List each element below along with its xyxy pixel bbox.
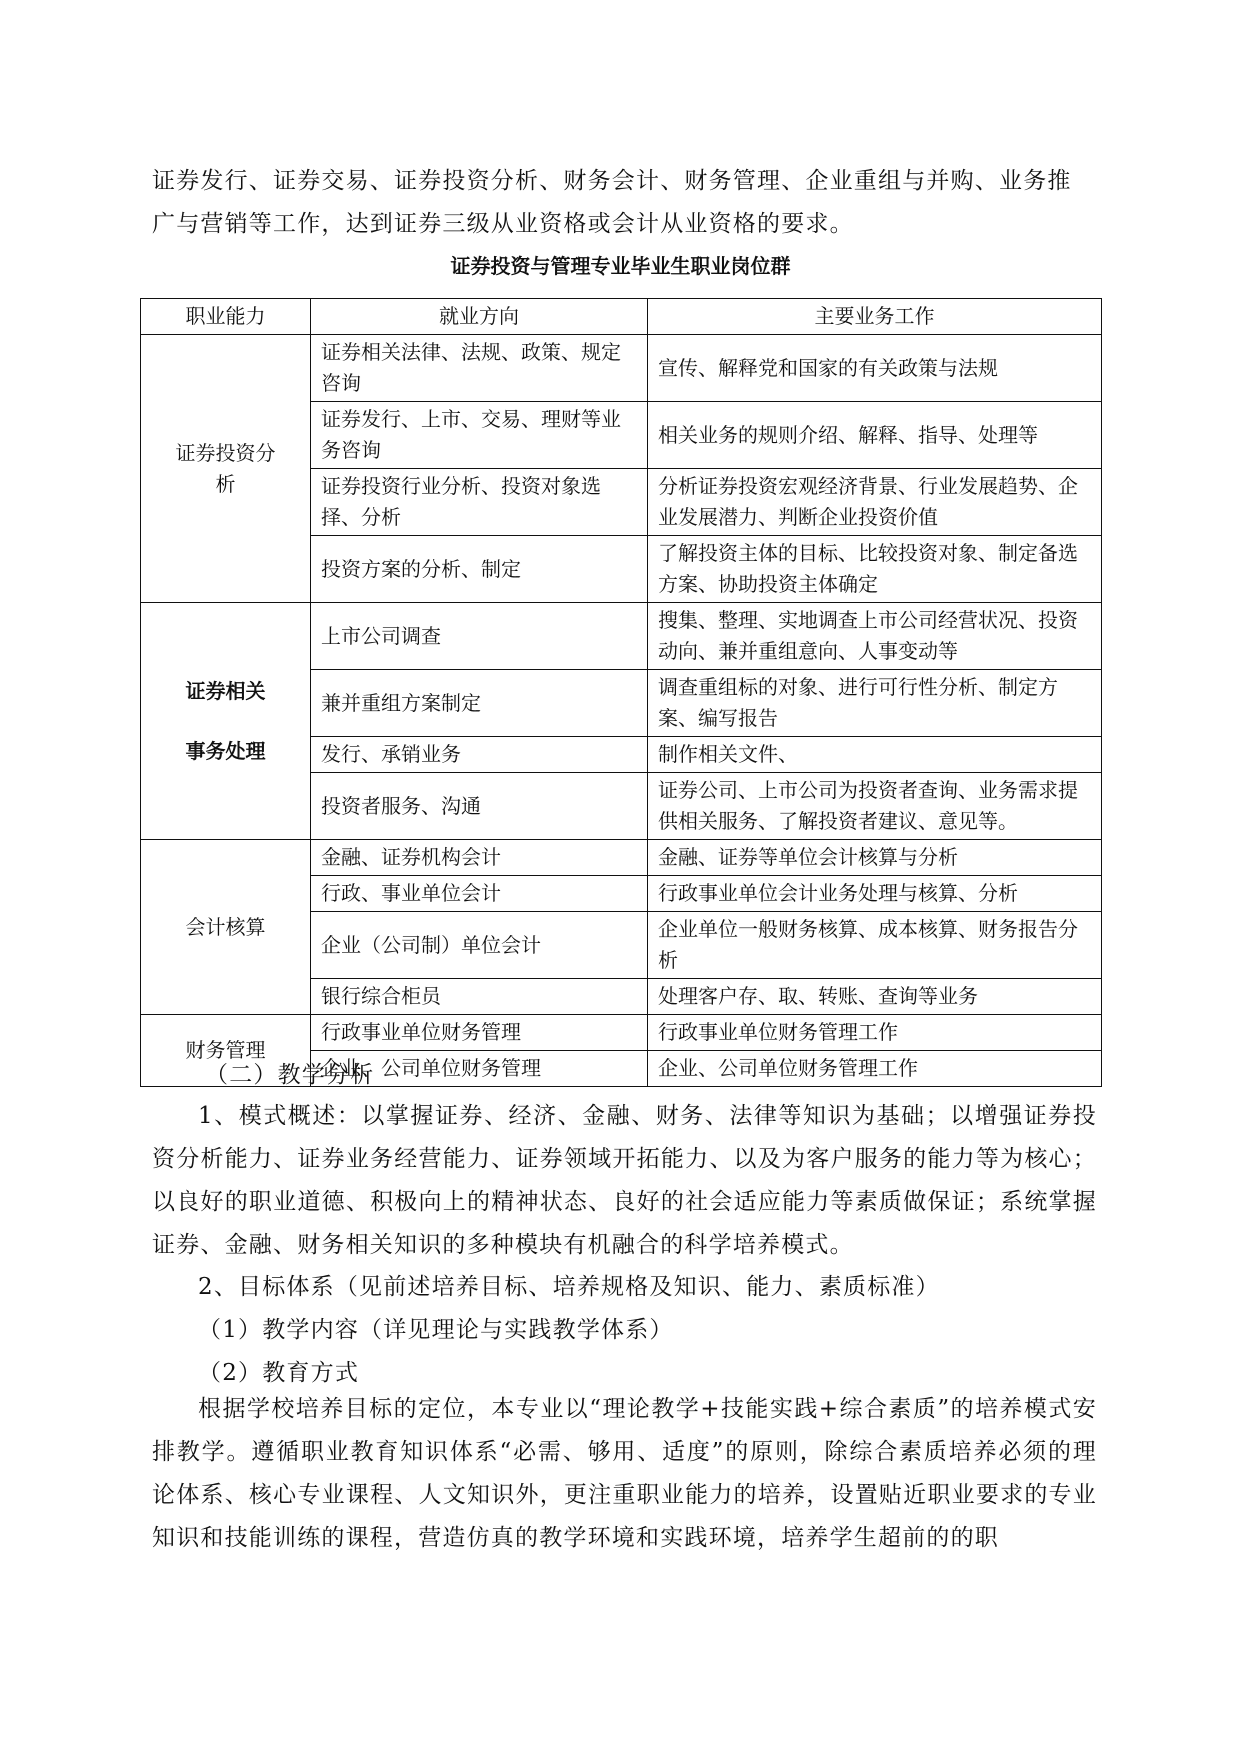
intro-line-2: 广与营销等工作，达到证券三级从业资格或会计从业资格的要求。 xyxy=(152,211,854,237)
intro-line-1: 证券发行、证券交易、证券投资分析、财务会计、财务管理、企业重组与并购、业务推 xyxy=(152,168,1072,194)
work-cell: 相关业务的规则介绍、解释、指导、处理等 xyxy=(648,402,1102,469)
work-cell: 分析证券投资宏观经济背景、行业发展趋势、企业发展潜力、判断企业投资价值 xyxy=(648,469,1102,536)
direction-cell: 证券发行、上市、交易、理财等业务咨询 xyxy=(311,402,648,469)
work-cell: 金融、证券等单位会计核算与分析 xyxy=(648,840,1102,876)
direction-cell: 企业、公司单位财务管理 xyxy=(311,1051,648,1087)
teaching-method-line: （2）教育方式 xyxy=(198,1360,360,1386)
teaching-content-line: （1）教学内容（详见理论与实践教学体系） xyxy=(198,1317,674,1343)
work-cell: 宣传、解释党和国家的有关政策与法规 xyxy=(648,335,1102,402)
category-cell xyxy=(141,603,311,840)
direction-cell: 发行、承销业务 xyxy=(311,737,648,773)
mode-paragraph: 1、模式概述：以掌握证券、经济、金融、财务、法律等知识为基础；以增强证券投资分析能力、证券业务经营能力、证券领域开拓能力、以及为客户服务的能力等为核心；以良好的职业道德、积极向上的精神状态、良好的社会适应能力等素质做保证；系统掌握证券、金融、财务相关知识的多种模块有机融合的科学培养模式。 xyxy=(152,1103,1097,1258)
direction-cell: 行政事业单位财务管理 xyxy=(311,1015,648,1051)
category-label-line-2: 事务处理 xyxy=(185,739,266,763)
work-cell: 企业、公司单位财务管理工作 xyxy=(648,1051,1102,1087)
direction-cell: 银行综合柜员 xyxy=(311,979,648,1015)
work-cell: 搜集、整理、实地调查上市公司经营状况、投资动向、兼并重组意向、人事变动等 xyxy=(648,603,1102,670)
category-label-line-1: 证券相关 xyxy=(185,679,266,703)
direction-cell: 投资者服务、沟通 xyxy=(311,773,648,840)
header-direction: 就业方向 xyxy=(311,299,648,335)
work-cell: 行政事业单位财务管理工作 xyxy=(648,1015,1102,1051)
table-row xyxy=(141,1015,1102,1051)
direction-cell: 证券相关法律、法规、政策、规定咨询 xyxy=(311,335,648,402)
section-heading: （二）教学分析 xyxy=(205,1062,375,1088)
direction-cell: 证券投资行业分析、投资对象选择、分析 xyxy=(311,469,648,536)
category-cell xyxy=(141,335,311,603)
work-cell: 证券公司、上市公司为投资者查询、业务需求提供相关服务、了解投资者建议、意见等。 xyxy=(648,773,1102,840)
work-cell: 调查重组标的对象、进行可行性分析、制定方案、编写报告 xyxy=(648,670,1102,737)
category-label: 证券投资分析 xyxy=(175,440,276,496)
work-cell: 制作相关文件、 xyxy=(648,737,1102,773)
header-work: 主要业务工作 xyxy=(648,299,1102,335)
direction-cell: 兼并重组方案制定 xyxy=(311,670,648,737)
work-cell: 处理客户存、取、转账、查询等业务 xyxy=(648,979,1102,1015)
direction-cell: 金融、证券机构会计 xyxy=(311,840,648,876)
header-ability: 职业能力 xyxy=(141,299,311,335)
direction-cell: 投资方案的分析、制定 xyxy=(311,536,648,603)
direction-cell: 企业（公司制）单位会计 xyxy=(311,912,648,979)
method-paragraph: 根据学校培养目标的定位，本专业以“理论教学+技能实践+综合素质”的培养模式安排教学。遵循职业教育知识体系“必需、够用、适度”的原则，除综合素质培养必须的理论体系、核心专业课程、人文知识外，更注重职业能力的培养，设置贴近职业要求的专业知识和技能训练的课程，营造仿真的教学环境和实践环境，培养学生超前的的职 xyxy=(152,1396,1097,1551)
work-cell: 行政事业单位会计业务处理与核算、分析 xyxy=(648,876,1102,912)
direction-cell: 行政、事业单位会计 xyxy=(311,876,648,912)
table-row xyxy=(141,840,1102,876)
table-row xyxy=(141,335,1102,402)
target-system-line: 2、目标体系（见前述培养目标、培养规格及知识、能力、素质标准） xyxy=(198,1274,940,1300)
category-cell: 会计核算 xyxy=(141,840,311,1015)
direction-cell: 上市公司调查 xyxy=(311,603,648,670)
work-cell: 企业单位一般财务核算、成本核算、财务报告分析 xyxy=(648,912,1102,979)
table-row xyxy=(141,603,1102,670)
job-positions-table xyxy=(140,298,1102,1087)
table-header-row xyxy=(141,299,1102,335)
category-cell: 财务管理 xyxy=(141,1015,311,1087)
table-title: 证券投资与管理专业毕业生职业岗位群 xyxy=(450,254,791,278)
work-cell: 了解投资主体的目标、比较投资对象、制定备选方案、协助投资主体确定 xyxy=(648,536,1102,603)
